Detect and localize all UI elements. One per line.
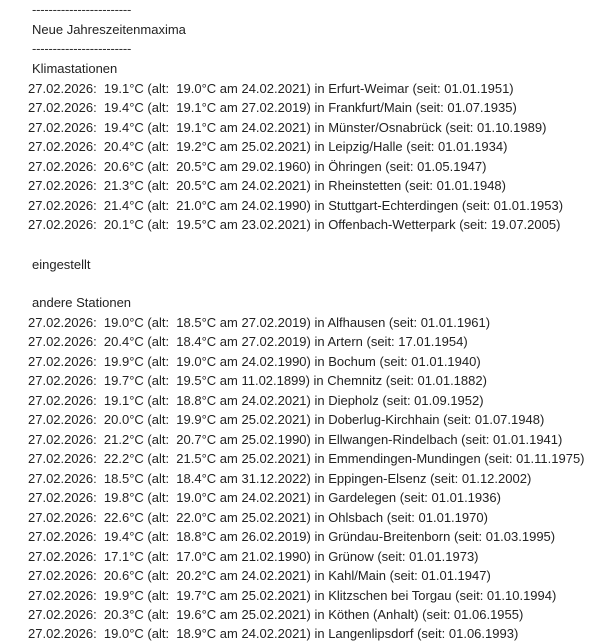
other-station-row: 27.02.2026: 19.8°C (alt: 19.0°C am 24.02.2021) in Gardelegen (seit: 01.01.1936) (28, 490, 501, 505)
other-station-row: 27.02.2026: 20.3°C (alt: 19.6°C am 25.02.2021) in Köthen (Anhalt) (seit: 01.06.1955) (28, 607, 524, 622)
other-station-row: 27.02.2026: 19.9°C (alt: 19.0°C am 24.02.1990) in Bochum (seit: 01.01.1940) (28, 354, 481, 369)
climate-station-row: 27.02.2026: 19.4°C (alt: 19.1°C am 24.02.2021) in Münster/Osnabrück (seit: 01.10.1989) (28, 120, 547, 135)
other-station-row: 27.02.2026: 19.9°C (alt: 19.7°C am 25.02.2021) in Klitzschen bei Torgau (seit: 01.10.1994) (28, 588, 557, 603)
climate-station-row: 27.02.2026: 19.1°C (alt: 19.0°C am 24.02.2021) in Erfurt-Weimar (seit: 01.01.1951) (28, 81, 514, 96)
status-text: eingestellt (32, 257, 91, 272)
other-station-row: 27.02.2026: 20.4°C (alt: 18.4°C am 27.02.2019) in Artern (seit: 17.01.1954) (28, 334, 468, 349)
other-station-row: 27.02.2026: 20.0°C (alt: 19.9°C am 25.02.2021) in Doberlug-Kirchhain (seit: 01.07.1948) (28, 412, 545, 427)
heading: Neue Jahreszeitenmaxima (32, 22, 186, 37)
other-station-row: 27.02.2026: 19.7°C (alt: 19.5°C am 11.02.1899) in Chemnitz (seit: 01.01.1882) (28, 373, 487, 388)
climate-station-row: 27.02.2026: 20.1°C (alt: 19.5°C am 23.02.2021) in Offenbach-Wetterpark (seit: 19.07.2005) (28, 217, 561, 232)
other-station-row: 27.02.2026: 19.1°C (alt: 18.8°C am 24.02.2021) in Diepholz (seit: 01.09.1952) (28, 393, 484, 408)
climate-station-row: 27.02.2026: 21.4°C (alt: 21.0°C am 24.02.1990) in Stuttgart-Echterdingen (seit: 01.01.1953) (28, 198, 564, 213)
climate-stations-label: Klimastationen (32, 61, 118, 76)
climate-station-row: 27.02.2026: 20.6°C (alt: 20.5°C am 29.02.1960) in Öhringen (seit: 01.05.1947) (28, 159, 487, 174)
other-station-row: 27.02.2026: 22.6°C (alt: 22.0°C am 25.02.2021) in Ohlsbach (seit: 01.01.1970) (28, 510, 488, 525)
climate-station-row: 27.02.2026: 19.4°C (alt: 19.1°C am 27.02.2019) in Frankfurt/Main (seit: 01.07.1935) (28, 100, 517, 115)
other-station-row: 27.02.2026: 19.0°C (alt: 18.9°C am 24.02.2021) in Langenlipsdorf (seit: 01.06.1993) (28, 626, 519, 641)
climate-station-row: 27.02.2026: 21.3°C (alt: 20.5°C am 24.02.2021) in Rheinstetten (seit: 01.01.1948) (28, 178, 506, 193)
other-station-row: 27.02.2026: 18.5°C (alt: 18.4°C am 31.12.2022) in Eppingen-Elsenz (seit: 01.12.2002) (28, 471, 532, 486)
other-station-row: 27.02.2026: 20.6°C (alt: 20.2°C am 24.02.2021) in Kahl/Main (seit: 01.01.1947) (28, 568, 491, 583)
other-station-row: 27.02.2026: 19.4°C (alt: 18.8°C am 26.02.2019) in Gründau-Breitenborn (seit: 01.03.1995) (28, 529, 556, 544)
climate-station-row: 27.02.2026: 20.4°C (alt: 19.2°C am 25.02.2021) in Leipzig/Halle (seit: 01.01.1934) (28, 139, 508, 154)
other-stations-label: andere Stationen (32, 295, 132, 310)
other-station-row: 27.02.2026: 17.1°C (alt: 17.0°C am 21.02.1990) in Grünow (seit: 01.01.1973) (28, 549, 479, 564)
other-station-row: 27.02.2026: 19.0°C (alt: 18.5°C am 27.02.2019) in Alfhausen (seit: 01.01.1961) (28, 315, 491, 330)
other-station-row: 27.02.2026: 22.2°C (alt: 21.5°C am 25.02.2021) in Emmendingen-Mundingen (seit: 01.11.1975) (28, 451, 585, 466)
other-station-row: 27.02.2026: 21.2°C (alt: 20.7°C am 25.02.1990) in Ellwangen-Rindelbach (seit: 01.01.1941) (28, 432, 563, 447)
separator-top: ------------------------ (32, 2, 132, 17)
separator-bottom: ------------------------ (32, 41, 132, 56)
